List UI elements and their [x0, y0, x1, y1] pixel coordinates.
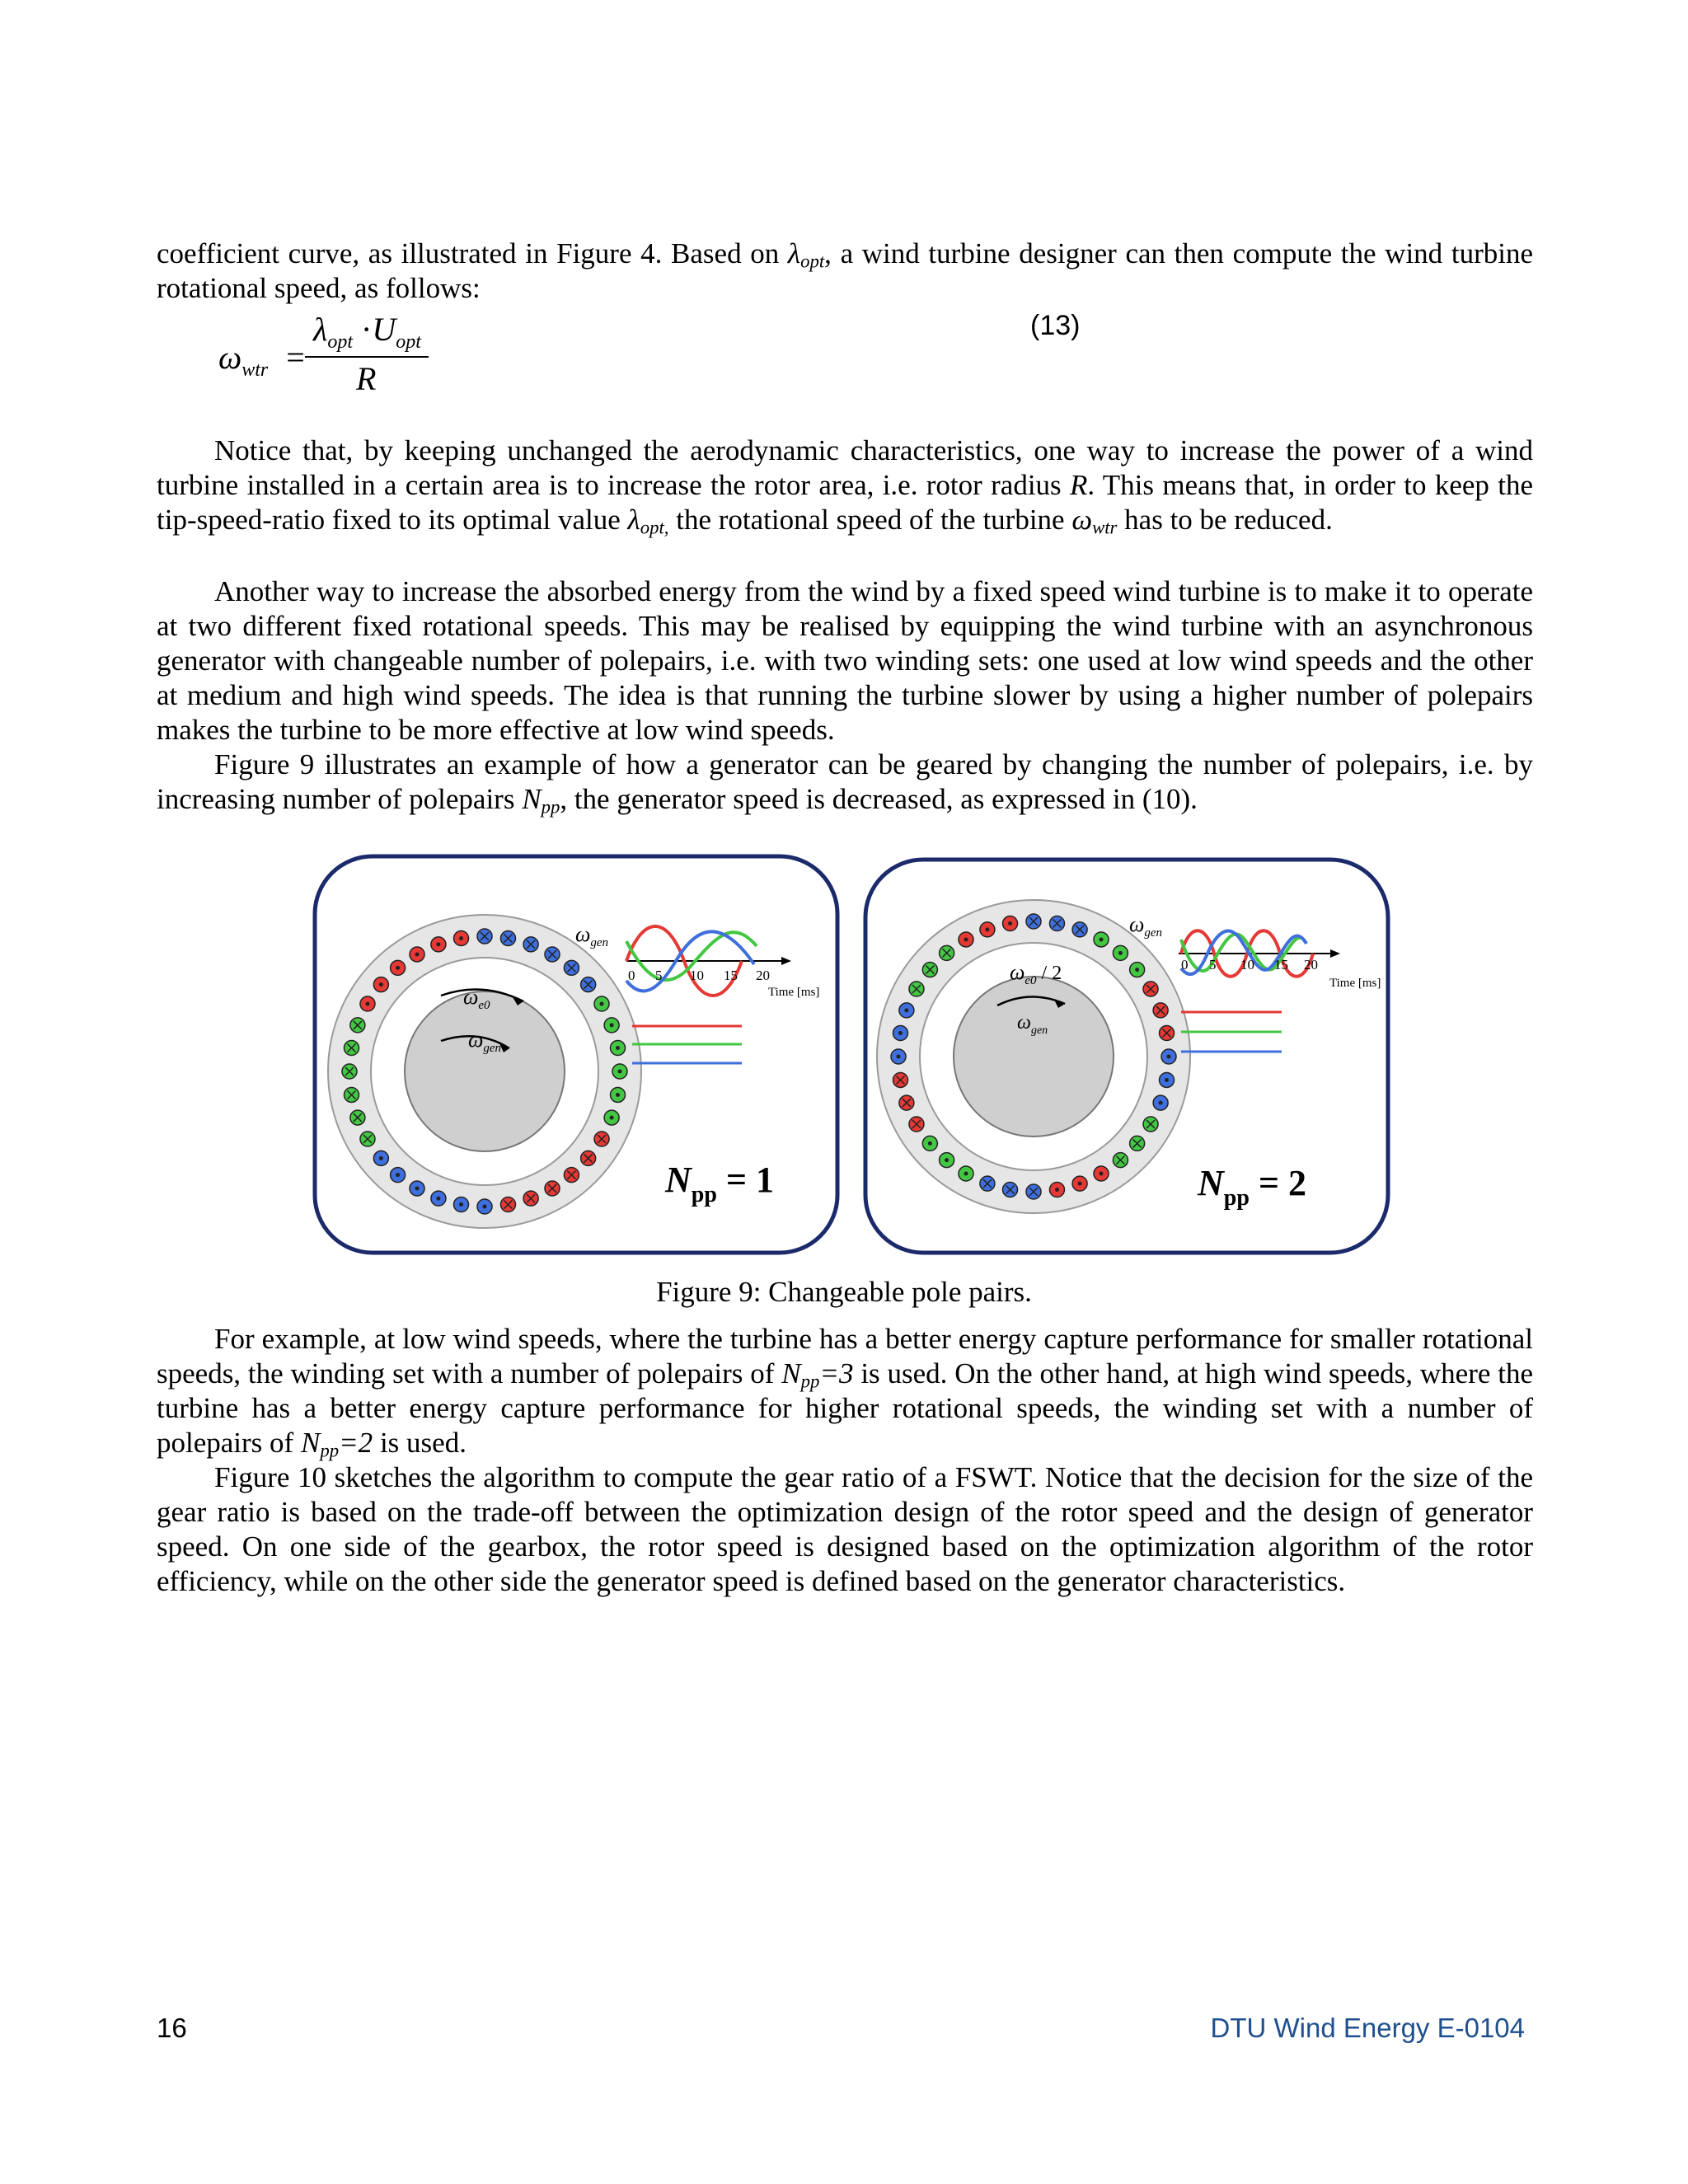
conductor-point	[904, 1008, 908, 1012]
conductor-point	[1008, 921, 1012, 926]
conductor-point	[616, 1046, 620, 1050]
omega-e0-label: $\omega_{e0}$	[463, 985, 490, 1012]
conductor-point	[365, 1002, 369, 1006]
paragraph-rotor-area: Notice that, by keeping unchanged the aerodynamic characteristics, one way to increase the power of a wind turbine installed in a certain area is to increase the rotor area, i.e. rotor radius R. This means that, in order to keep the tip-speed-ratio fixed to its optimal value $\lambda_{opt,}$ the rotational speed of the turbine $\omega_{wtr}$ has to be reduced.	[157, 434, 1533, 538]
conductor-point	[1159, 1101, 1163, 1105]
omega-gen-top-label: $\omega_{gen}$	[575, 922, 609, 949]
conductor-point	[600, 1002, 604, 1006]
conductor-point	[396, 966, 400, 970]
equation-number: (13)	[1030, 310, 1081, 341]
conductor-point	[379, 982, 383, 987]
conductor-point	[1118, 951, 1123, 955]
conductor-point	[1055, 1188, 1059, 1192]
paragraph-figure9-intro: Figure 9 illustrates an example of how a generator can be geared by changing the number of polepairs, i.e. by increasing number of polepairs $N_{pp}$, the generator speed is decreased, as expressed in (10).	[157, 748, 1533, 818]
conductor-point	[618, 1070, 622, 1074]
omega-e0-half-label: $\omega_{e0} / 2$	[1010, 960, 1062, 987]
npp-label-1: $N_{pp} = 1$	[665, 1160, 775, 1207]
svg-text:5: 5	[1209, 957, 1217, 972]
conductor-point	[459, 936, 463, 940]
paragraph-intro: coefficient curve, as illustrated in Figure 4. Based on $\lambda_{opt}$, a wind turbine designer can then compute the wind turbine rotational speed, as follows:	[157, 237, 1533, 304]
conductor-point	[415, 1187, 420, 1191]
figure-caption: Figure 9: Changeable pole pairs.	[656, 1276, 1032, 1308]
conductor-point	[928, 1141, 932, 1146]
conductor-point	[898, 1031, 903, 1035]
omega-gen-top-label: $\omega_{gen}$	[1129, 912, 1163, 940]
conductor-point	[379, 1156, 383, 1160]
document-id: DTU Wind Energy E-0104	[1210, 2013, 1525, 2043]
svg-text:10: 10	[690, 968, 704, 983]
svg-text:20: 20	[756, 968, 770, 983]
conductor-point	[1078, 1182, 1082, 1186]
conductor-point	[1165, 1078, 1169, 1082]
conductor-point	[396, 1173, 400, 1177]
svg-text:15: 15	[724, 968, 738, 983]
conductor-point	[964, 1172, 968, 1176]
svg-text:20: 20	[1304, 957, 1318, 972]
conductor-point	[616, 1093, 620, 1097]
conductor-point	[483, 1205, 487, 1209]
conductor-point	[897, 1055, 901, 1059]
svg-text:Time [ms]: Time [ms]	[768, 986, 820, 999]
conductor-point	[985, 927, 989, 931]
conductor-point	[1135, 968, 1139, 972]
figure-9-pole-pairs	[305, 849, 1401, 1263]
conductor-point	[964, 937, 968, 941]
panel-npp-2	[865, 860, 1388, 1253]
npp-label-2: $N_{pp} = 2$	[1198, 1163, 1307, 1211]
paragraph-two-speeds: Another way to increase the absorbed energy from the wind by a fixed speed wind turbine is to make it to operate at two different fixed rotational speeds. This may be realised by equipping the wind turbine with an asynchronous generator with changeable number of polepairs, i.e. with two winding sets: one used at low wind speeds and the other at medium and high wind speeds. The idea is that running the turbine slower by using a higher number of polepairs makes the turbine to be more effective at low wind speeds.	[157, 575, 1533, 746]
conductor-point	[610, 1116, 614, 1120]
conductor-point	[459, 1202, 463, 1207]
conductor-point	[610, 1023, 614, 1027]
panel-npp-1	[315, 856, 837, 1253]
omega-gen-inner-label: $\omega_{gen}$	[1017, 1012, 1048, 1037]
conductor-point	[1100, 937, 1104, 941]
svg-text:0: 0	[628, 968, 635, 983]
svg-text:5: 5	[655, 968, 663, 983]
svg-text:15: 15	[1274, 957, 1288, 972]
conductor-point	[1167, 1055, 1171, 1059]
conductor-point	[436, 1197, 440, 1201]
conductor-point	[415, 952, 420, 956]
conductor-point	[436, 942, 440, 946]
conductor-point	[945, 1158, 949, 1162]
conductor-point	[1100, 1172, 1104, 1176]
paragraph-gear-ratio: Figure 10 sketches the algorithm to compute the gear ratio of a FSWT. Notice that the decision for the size of the gear ratio is based on the trade-off between the optimization design of the rotor speed and the design of generator speed. On one side of the gearbox, the rotor speed is designed based on the optimization algorithm of the rotor efficiency, while on the other side the generator speed is defined based on the generator characteristics.	[157, 1461, 1533, 1597]
page-number: 16	[157, 2013, 187, 2043]
svg-text:Time [ms]: Time [ms]	[1329, 977, 1381, 990]
paragraph-example: For example, at low wind speeds, where the turbine has a better energy capture performance for smaller rotational speeds, the winding set with a number of polepairs of $N_{pp}=3$ is used. On the other hand, at high wind speeds, where the turbine has a better energy capture performance for higher rotational speeds, the winding set with a number of polepairs of $N_{pp}=2$ is used.	[157, 1323, 1533, 1461]
svg-text:10: 10	[1240, 957, 1254, 972]
svg-text:0: 0	[1181, 957, 1189, 972]
omega-gen-inner-label: $\omega_{gen}$	[468, 1028, 502, 1055]
